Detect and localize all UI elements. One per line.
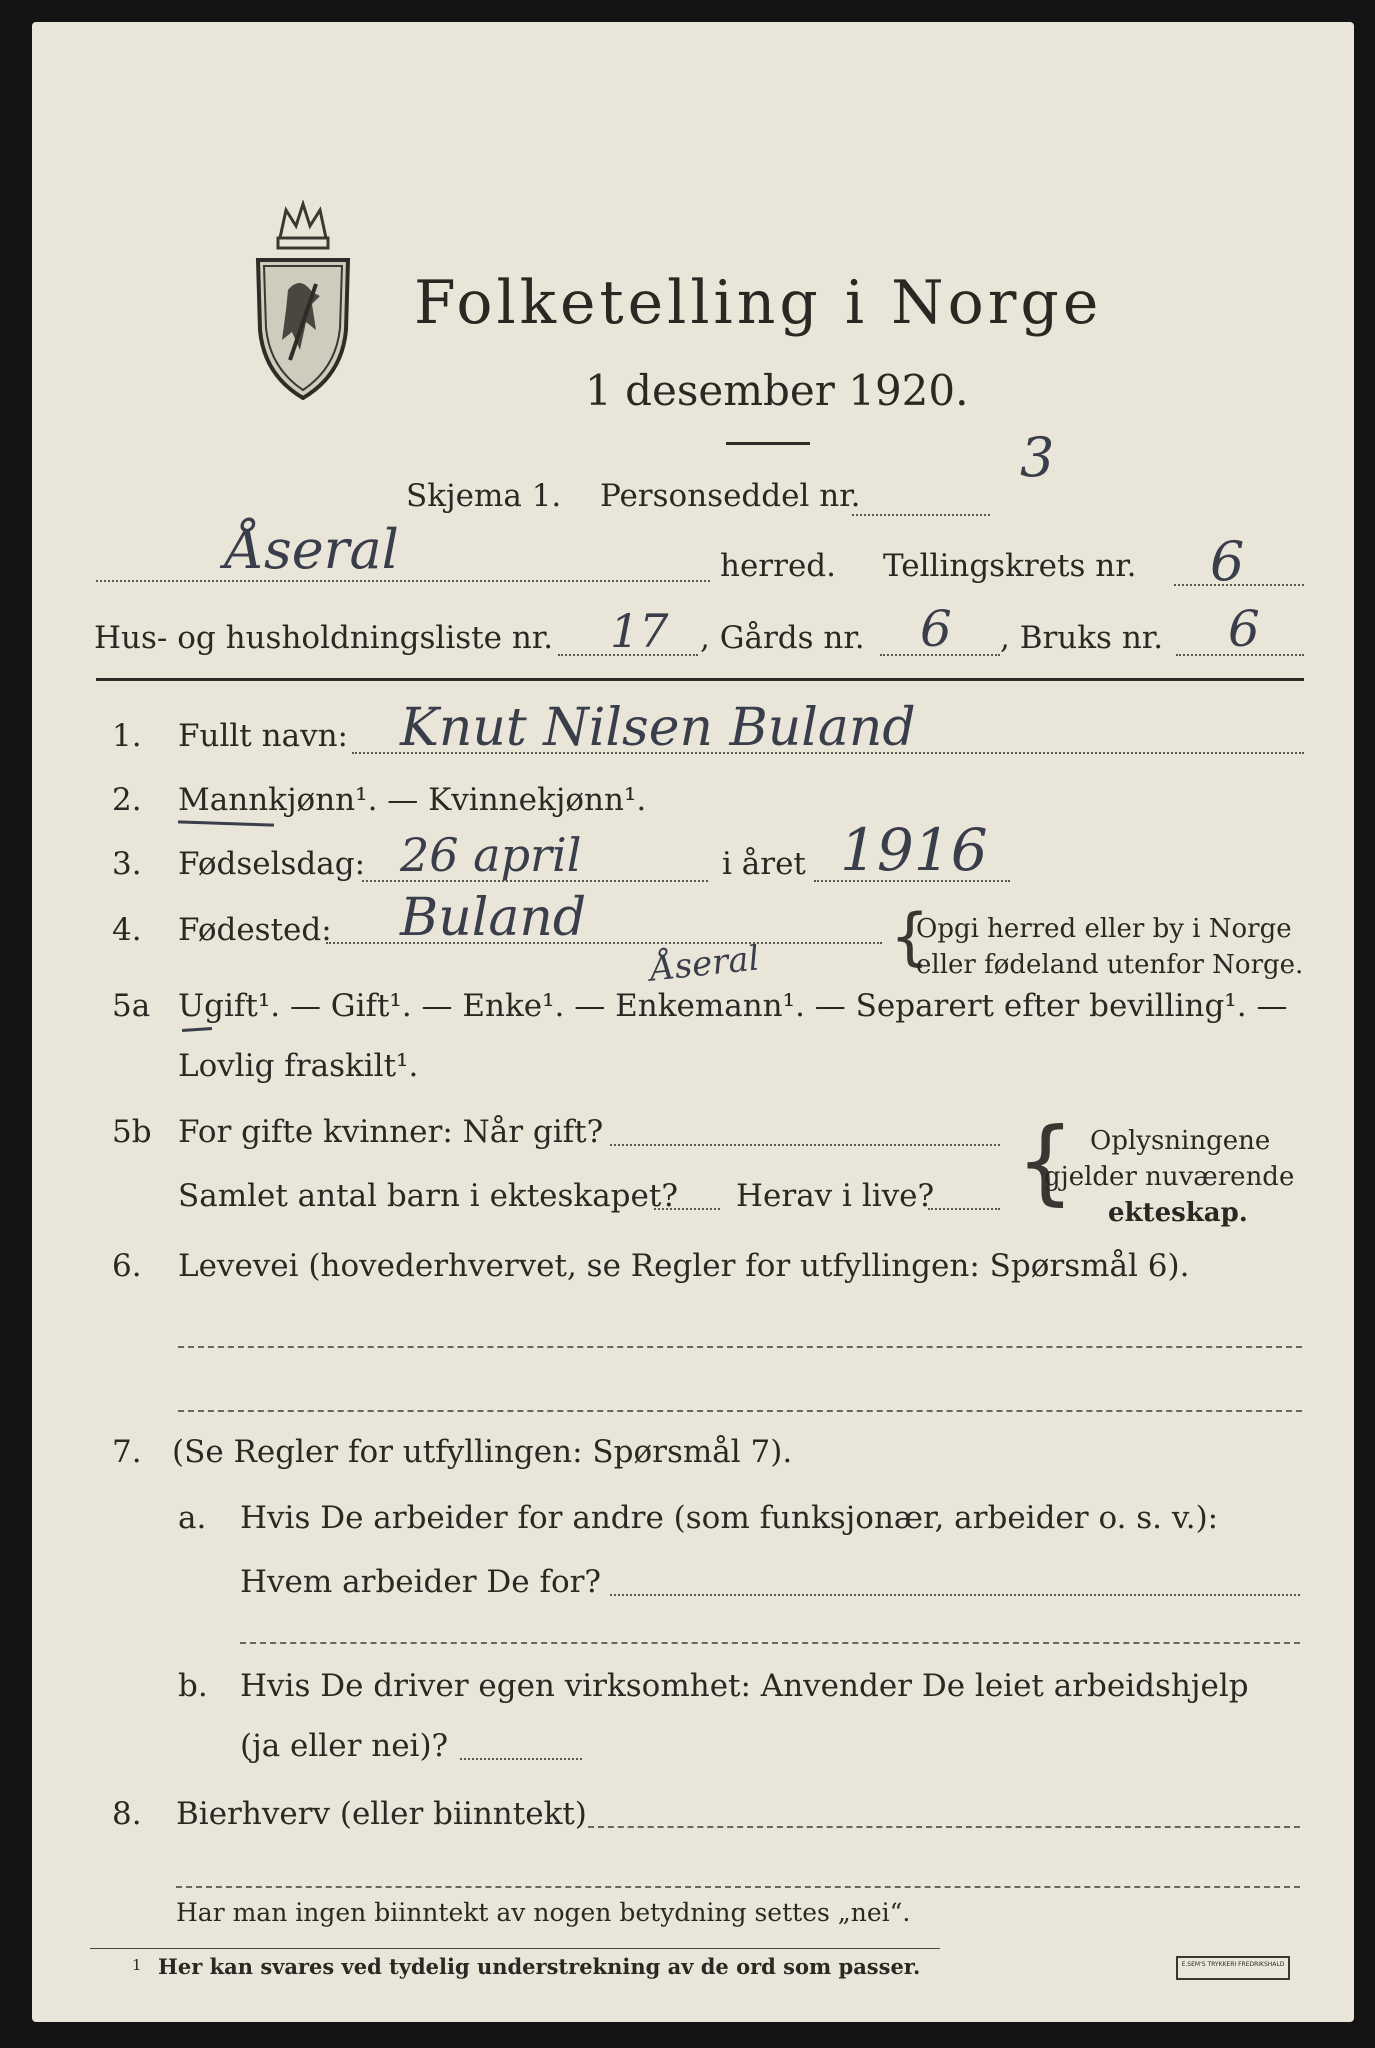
q3-birthday-value: 26 april [400, 828, 582, 882]
printer-stamp-text: E.SEM'S TRYKKERI FREDRIKSHALD [1181, 1961, 1285, 1968]
q4-birthplace-value: Buland [400, 888, 587, 948]
tellingskrets-value: 6 [1210, 530, 1245, 593]
bruks-label: , Bruks nr. [1000, 620, 1164, 656]
q6-number: 6. [112, 1248, 142, 1284]
q5a-number: 5a [112, 988, 151, 1024]
q5b-children-dotline [654, 1208, 720, 1210]
q5b-note-line-1: Oplysningene [1090, 1126, 1271, 1156]
husholdningsliste-value: 17 [610, 604, 669, 658]
footnote-mark: 1 [132, 1956, 142, 1974]
q5b-married-label: For gifte kvinner: Når gift? [178, 1114, 604, 1150]
skjema-label: Skjema 1. [406, 478, 562, 514]
personseddel-value: 3 [1020, 426, 1055, 489]
q8-dotline-1 [588, 1826, 1300, 1828]
q8-label: Bierhverv (eller biinntekt) [176, 1796, 587, 1832]
q3-year-value: 1916 [840, 816, 988, 884]
personseddel-dotline [852, 514, 990, 516]
q7a-dotline-2 [240, 1642, 1300, 1644]
q5b-note-line-2: gjelder nuværende [1044, 1162, 1295, 1192]
q4-number: 4. [112, 912, 142, 948]
q2-gender-options: Mannkjønn¹. — Kvinnekjønn¹. [178, 782, 647, 818]
q7a-letter: a. [178, 1500, 207, 1536]
bruks-value: 6 [1228, 600, 1260, 658]
q7a-line-2: Hvem arbeider De for? [240, 1564, 602, 1600]
husholdningsliste-label: Hus- og husholdningsliste nr. [94, 620, 554, 656]
q7b-dotline [460, 1758, 582, 1760]
gards-label: , Gårds nr. [700, 620, 865, 656]
q5a-marital-options-2: Lovlig fraskilt¹. [178, 1048, 419, 1084]
q6-answer-line-2 [178, 1410, 1302, 1412]
form-title: Folketelling i Norge [414, 268, 1103, 338]
q3-year-label: i året [722, 846, 806, 882]
q5b-note-brace: { [1016, 1108, 1075, 1215]
q5b-alive-dotline [928, 1208, 1000, 1210]
q5b-number: 5b [112, 1114, 152, 1150]
printer-stamp [1176, 1956, 1290, 1980]
q6-answer-line-1 [178, 1346, 1302, 1348]
gards-value: 6 [920, 600, 952, 658]
norway-coat-of-arms-icon [250, 200, 356, 400]
q2-number: 2. [112, 782, 142, 818]
header-divider [96, 678, 1304, 681]
q5b-married-dotline [610, 1144, 1000, 1146]
q5b-note-line-3: ekteskap. [1108, 1198, 1248, 1228]
census-date: 1 desember 1920. [585, 366, 969, 415]
footnote-text: Her kan svares ved tydelig understrekning av de ord som passer. [158, 1954, 921, 1979]
herred-value: Åseral [225, 518, 399, 581]
q7-number: 7. [112, 1434, 142, 1470]
personseddel-label: Personseddel nr. [600, 478, 861, 514]
q4-label: Fødested: [178, 912, 332, 948]
q7a-dotline-1 [610, 1594, 1300, 1596]
herred-label: herred. [720, 548, 836, 584]
q6-label: Levevei (hovederhvervet, se Regler for utfyllingen: Spørsmål 6). [178, 1248, 1190, 1284]
q8-number: 8. [112, 1796, 142, 1832]
q1-label: Fullt navn: [178, 718, 348, 754]
q1-number: 1. [112, 718, 142, 754]
footnote-divider [90, 1948, 940, 1949]
q3-label: Fødselsdag: [178, 846, 366, 882]
q7-label: (Se Regler for utfyllingen: Spørsmål 7). [172, 1434, 793, 1470]
q4-birthplace-value-2: Åseral [648, 938, 762, 990]
title-divider [726, 442, 810, 445]
q7b-line-1: Hvis De driver egen virksomhet: Anvender De leiet arbeidshjelp [240, 1668, 1249, 1704]
q4-note-line-1: Opgi herred eller by i Norge [916, 914, 1292, 944]
q5b-alive-label: Herav i live? [736, 1178, 935, 1214]
tellingskrets-label: Tellingskrets nr. [883, 548, 1137, 584]
q8-dotline-2 [176, 1886, 1300, 1888]
q4-note-line-2: eller fødeland utenfor Norge. [916, 950, 1304, 980]
q7a-line-1: Hvis De arbeider for andre (som funksjonær, arbeider o. s. v.): [240, 1500, 1219, 1536]
biinntekt-note: Har man ingen biinntekt av nogen betydning settes „nei“. [176, 1898, 911, 1927]
herred-dotline [96, 580, 710, 582]
q4-note-brace: { [890, 900, 930, 973]
q3-number: 3. [112, 846, 142, 882]
q7b-letter: b. [178, 1668, 208, 1704]
q1-full-name-value: Knut Nilsen Buland [400, 698, 916, 758]
q5a-marital-options: Ugift¹. — Gift¹. — Enke¹. — Enkemann¹. — Separert efter bevilling¹. — [178, 988, 1288, 1024]
q7b-line-2: (ja eller nei)? [240, 1728, 449, 1764]
q5b-children-label: Samlet antal barn i ekteskapet? [178, 1178, 678, 1214]
